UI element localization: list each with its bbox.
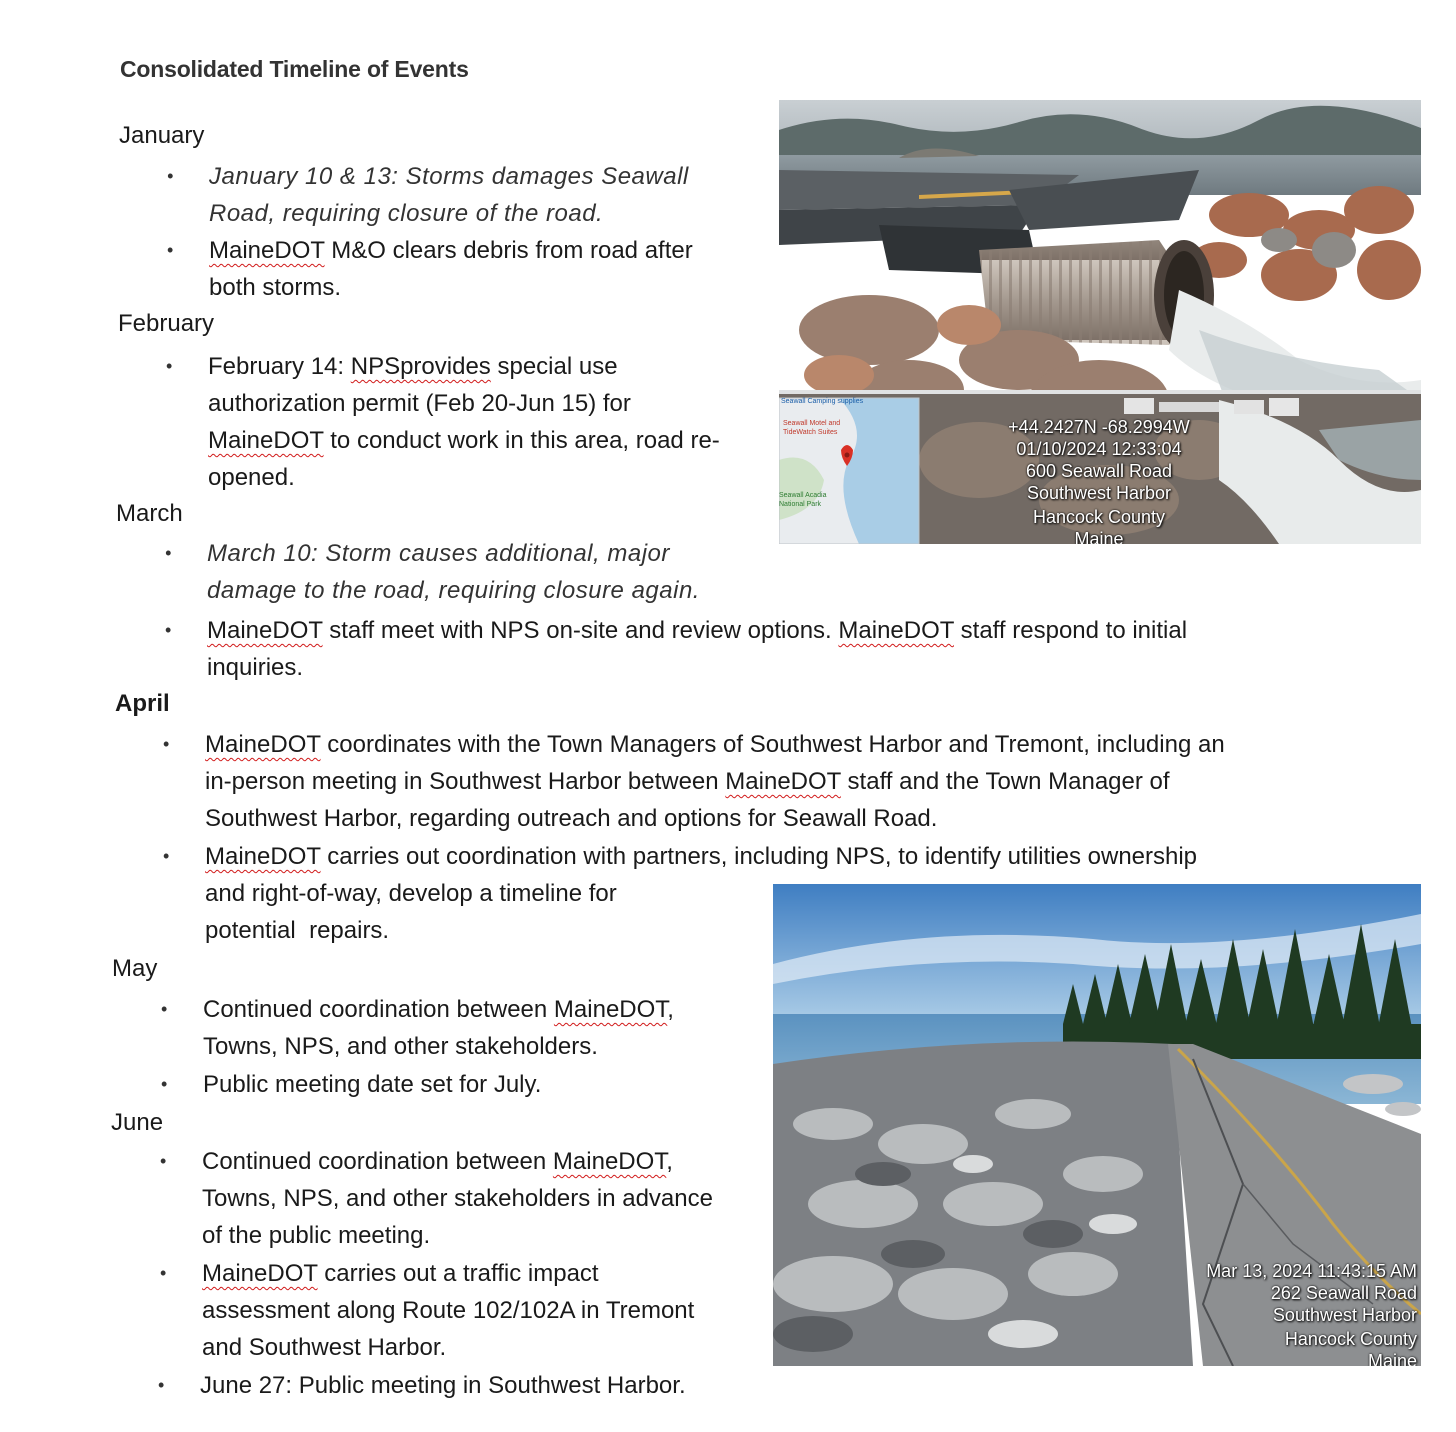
bullet-jun-coordination: • Continued coordination between MaineDOT, Towns, NPS, and other stakeholders in advance of the public meeting. — [202, 1143, 713, 1254]
photo2-stamp — [1117, 1260, 1417, 1366]
photo1-address: 600 Seawall Road — [1025, 461, 1173, 481]
bullet-dot: • — [163, 734, 170, 754]
map-label-tidewatch: TideWatch Suites — [783, 429, 838, 436]
spellcheck-word: MaineDOT — [552, 1148, 667, 1175]
map-label-national-park: National Park — [779, 501, 822, 508]
photo2-county: Hancock County — [1284, 1329, 1417, 1349]
photo2-state: Maine — [1367, 1351, 1417, 1366]
bullet-dot: • — [165, 543, 172, 563]
photo1-stamp — [979, 416, 1219, 544]
bullet-dot: • — [167, 166, 174, 186]
bullet-dot: • — [158, 1375, 165, 1395]
bullet-dot: • — [166, 356, 173, 376]
bullet-feb-permit: • February 14: NPSprovides special use authorization permit (Feb 20-Jun 15) for MaineDOT to conduct work in this area, road re- opened. — [208, 348, 720, 496]
photo2-address: 262 Seawall Road — [1270, 1283, 1417, 1303]
month-january: January — [119, 122, 205, 149]
map-label-camping: Seawall Camping supplies — [781, 398, 864, 405]
bullet-may-coordination: • Continued coordination between MaineDOT, Towns, NPS, and other stakeholders. — [203, 991, 674, 1065]
bullet-jun-traffic: • MaineDOT carries out a traffic impact assessment along Route 102/102A in Tremont and Southwest Harbor. — [202, 1255, 694, 1366]
photo1-state: Maine — [1074, 529, 1124, 544]
photo1-coords: +44.2427N -68.2994W — [1008, 417, 1190, 437]
photo2-town: Southwest Harbor — [1272, 1305, 1417, 1325]
bullet-dot: • — [165, 620, 172, 640]
bullet-dot: • — [161, 999, 168, 1019]
spellcheck-word: MaineDOT — [208, 427, 324, 454]
bullet-mar-storm: • March 10: Storm causes additional, major damage to the road, requiring closure again. — [207, 535, 700, 609]
bullet-dot: • — [163, 846, 170, 866]
month-april: April — [115, 690, 170, 717]
photo1-county: Hancock County — [1032, 507, 1166, 527]
bullet-mar-meeting: • MaineDOT staff meet with NPS on-site and review options. MaineDOT staff respond to initial inquiries. — [207, 612, 1187, 686]
bullet-may-meeting-date: • Public meeting date set for July. — [203, 1066, 541, 1103]
spellcheck-word: MaineDOT — [207, 617, 323, 644]
bullet-jan-debris: • MaineDOT M&O clears debris from road after both storms. — [209, 232, 693, 306]
map-label-acadia: Seawall Acadia — [779, 492, 827, 499]
photo1-datetime: 01/10/2024 12:33:04 — [1016, 439, 1182, 459]
photo-damaged-road-shore — [773, 884, 1421, 1366]
spellcheck-word: MaineDOT — [205, 843, 321, 870]
spellcheck-word: MaineDOT — [205, 731, 321, 758]
month-may: May — [112, 955, 158, 982]
bullet-dot: • — [160, 1151, 167, 1171]
spellcheck-word: MaineDOT — [209, 237, 325, 264]
bullet-jan-storms: • January 10 & 13: Storms damages Seawall Road, requiring closure of the road. — [209, 158, 689, 232]
spellcheck-word: MaineDOT — [202, 1260, 318, 1287]
spellcheck-word: MaineDOT — [838, 617, 954, 644]
photo2-datetime: Mar 13, 2024 11:43:15 AM — [1206, 1261, 1417, 1281]
bullet-apr-coordination: • MaineDOT coordinates with the Town Managers of Southwest Harbor and Tremont, including an in-person meeting in Southwest Harbor between MaineDOT staff and the Town Manager of Southwest Harbor, regarding outreach and options for Seawall Road. — [205, 726, 1225, 837]
photo1-town: Southwest Harbor — [1026, 483, 1172, 503]
spellcheck-word: MaineDOT — [725, 768, 841, 795]
month-june: June — [111, 1109, 164, 1136]
photo-storm-damage-culvert — [779, 100, 1421, 544]
map-label-motel: Seawall Motel and — [783, 420, 841, 427]
spellcheck-word: MaineDOT — [553, 996, 668, 1023]
spellcheck-word: NPSprovides — [350, 353, 491, 380]
document-title: Consolidated Timeline of Events — [120, 56, 469, 82]
month-february: February — [118, 310, 215, 337]
bullet-dot: • — [160, 1263, 167, 1283]
bullet-dot: • — [167, 240, 174, 260]
month-march: March — [116, 500, 183, 527]
bullet-jun-public-meeting: • June 27: Public meeting in Southwest Harbor. — [200, 1367, 686, 1404]
bullet-dot: • — [161, 1074, 168, 1094]
bullet-apr-partners: • MaineDOT carries out coordination with partners, including NPS, to identify utilities ownership and right-of-way, develop a timeline for potential repairs. — [205, 838, 1197, 949]
